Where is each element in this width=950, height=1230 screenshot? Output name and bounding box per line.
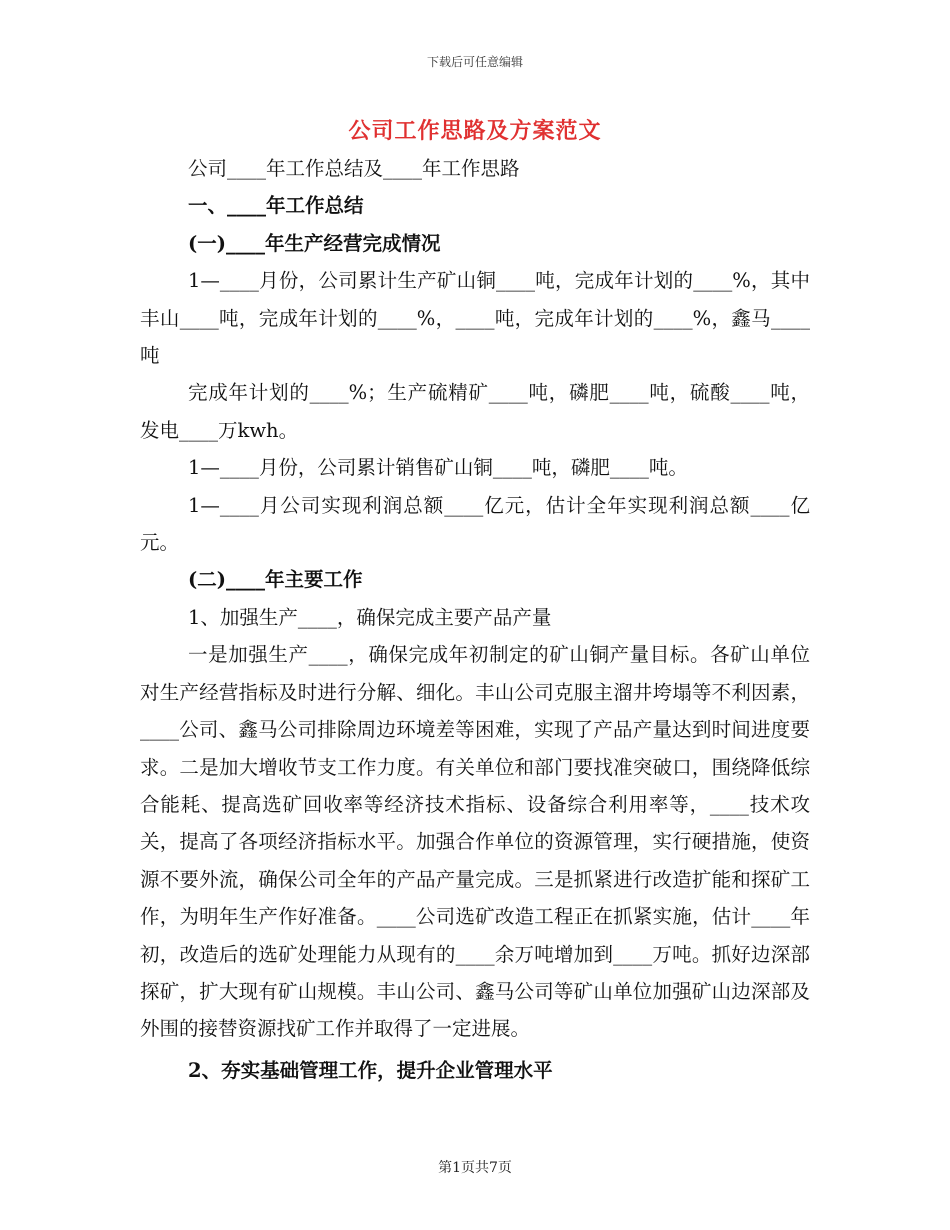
paragraph-production: 1—____月份，公司累计生产矿山铜____吨，完成年计划的____%，其中丰山____吨，完成年计划的____%，____吨，完成年计划的____%，鑫马____吨 [140, 269, 810, 368]
section-heading-1: 一、____年工作总结 [188, 194, 364, 218]
paragraph-main-work: 一是加强生产____，确保完成年初制定的矿山铜产量目标。各矿山单位对生产经营指标及时进行分解、细化。丰山公司克服主溜井垮塌等不利因素，____公司、鑫马公司排除周边环境差等困难，实现了产品产量达到时间进度要求。二是加大增收节支工作力度。有关单位和部门要找准突破口，围绕降低综合能耗、提高选矿回收率等经济技术指标、设备综合利用率等，____技术攻关，提高了各项经济指标水平。加强合作单位的资源管理，实行硬措施，使资源不要外流，确保公司全年的产品产量完成。三是抓紧进行改造扩能和探矿工作，为明年生产作好准备。____公司选矿改造工程正在抓紧实施，估计____年初，改造后的选矿处理能力从现有的____余万吨增加到____万吨。抓好边深部探矿，扩大现有矿山规模。丰山公司、鑫马公司等矿山单位加强矿山边深部及外围的接替资源找矿工作并取得了一定进展。 [140, 643, 810, 1041]
paragraph-sales: 1—____月份，公司累计销售矿山铜____吨，磷肥____吨。 [188, 456, 688, 480]
document-body [140, 150, 810, 1089]
item-heading-2: 2、夯实基础管理工作，提升企业管理水平 [188, 1058, 553, 1082]
page-footer: 第1页共7页 [438, 1160, 512, 1176]
paragraph-profit: 1—____月公司实现利润总额____亿元，估计全年实现利润总额____亿元。 [140, 493, 810, 555]
subsection-heading-1: (一)____年生产经营完成情况 [188, 231, 441, 255]
document-title: 公司工作思路及方案范文 [348, 118, 602, 144]
subsection-heading-2: (二)____年主要工作 [188, 568, 363, 592]
item-heading-1: 1、加强生产____，确保完成主要产品产量 [188, 605, 552, 629]
header-note: 下载后可任意编辑 [426, 55, 523, 69]
paragraph-plan-completion: 完成年计划的____%；生产硫精矿____吨，磷肥____吨，硫酸____吨，发电____万kwh。 [140, 381, 810, 442]
subtitle-line: 公司____年工作总结及____年工作思路 [188, 157, 520, 180]
